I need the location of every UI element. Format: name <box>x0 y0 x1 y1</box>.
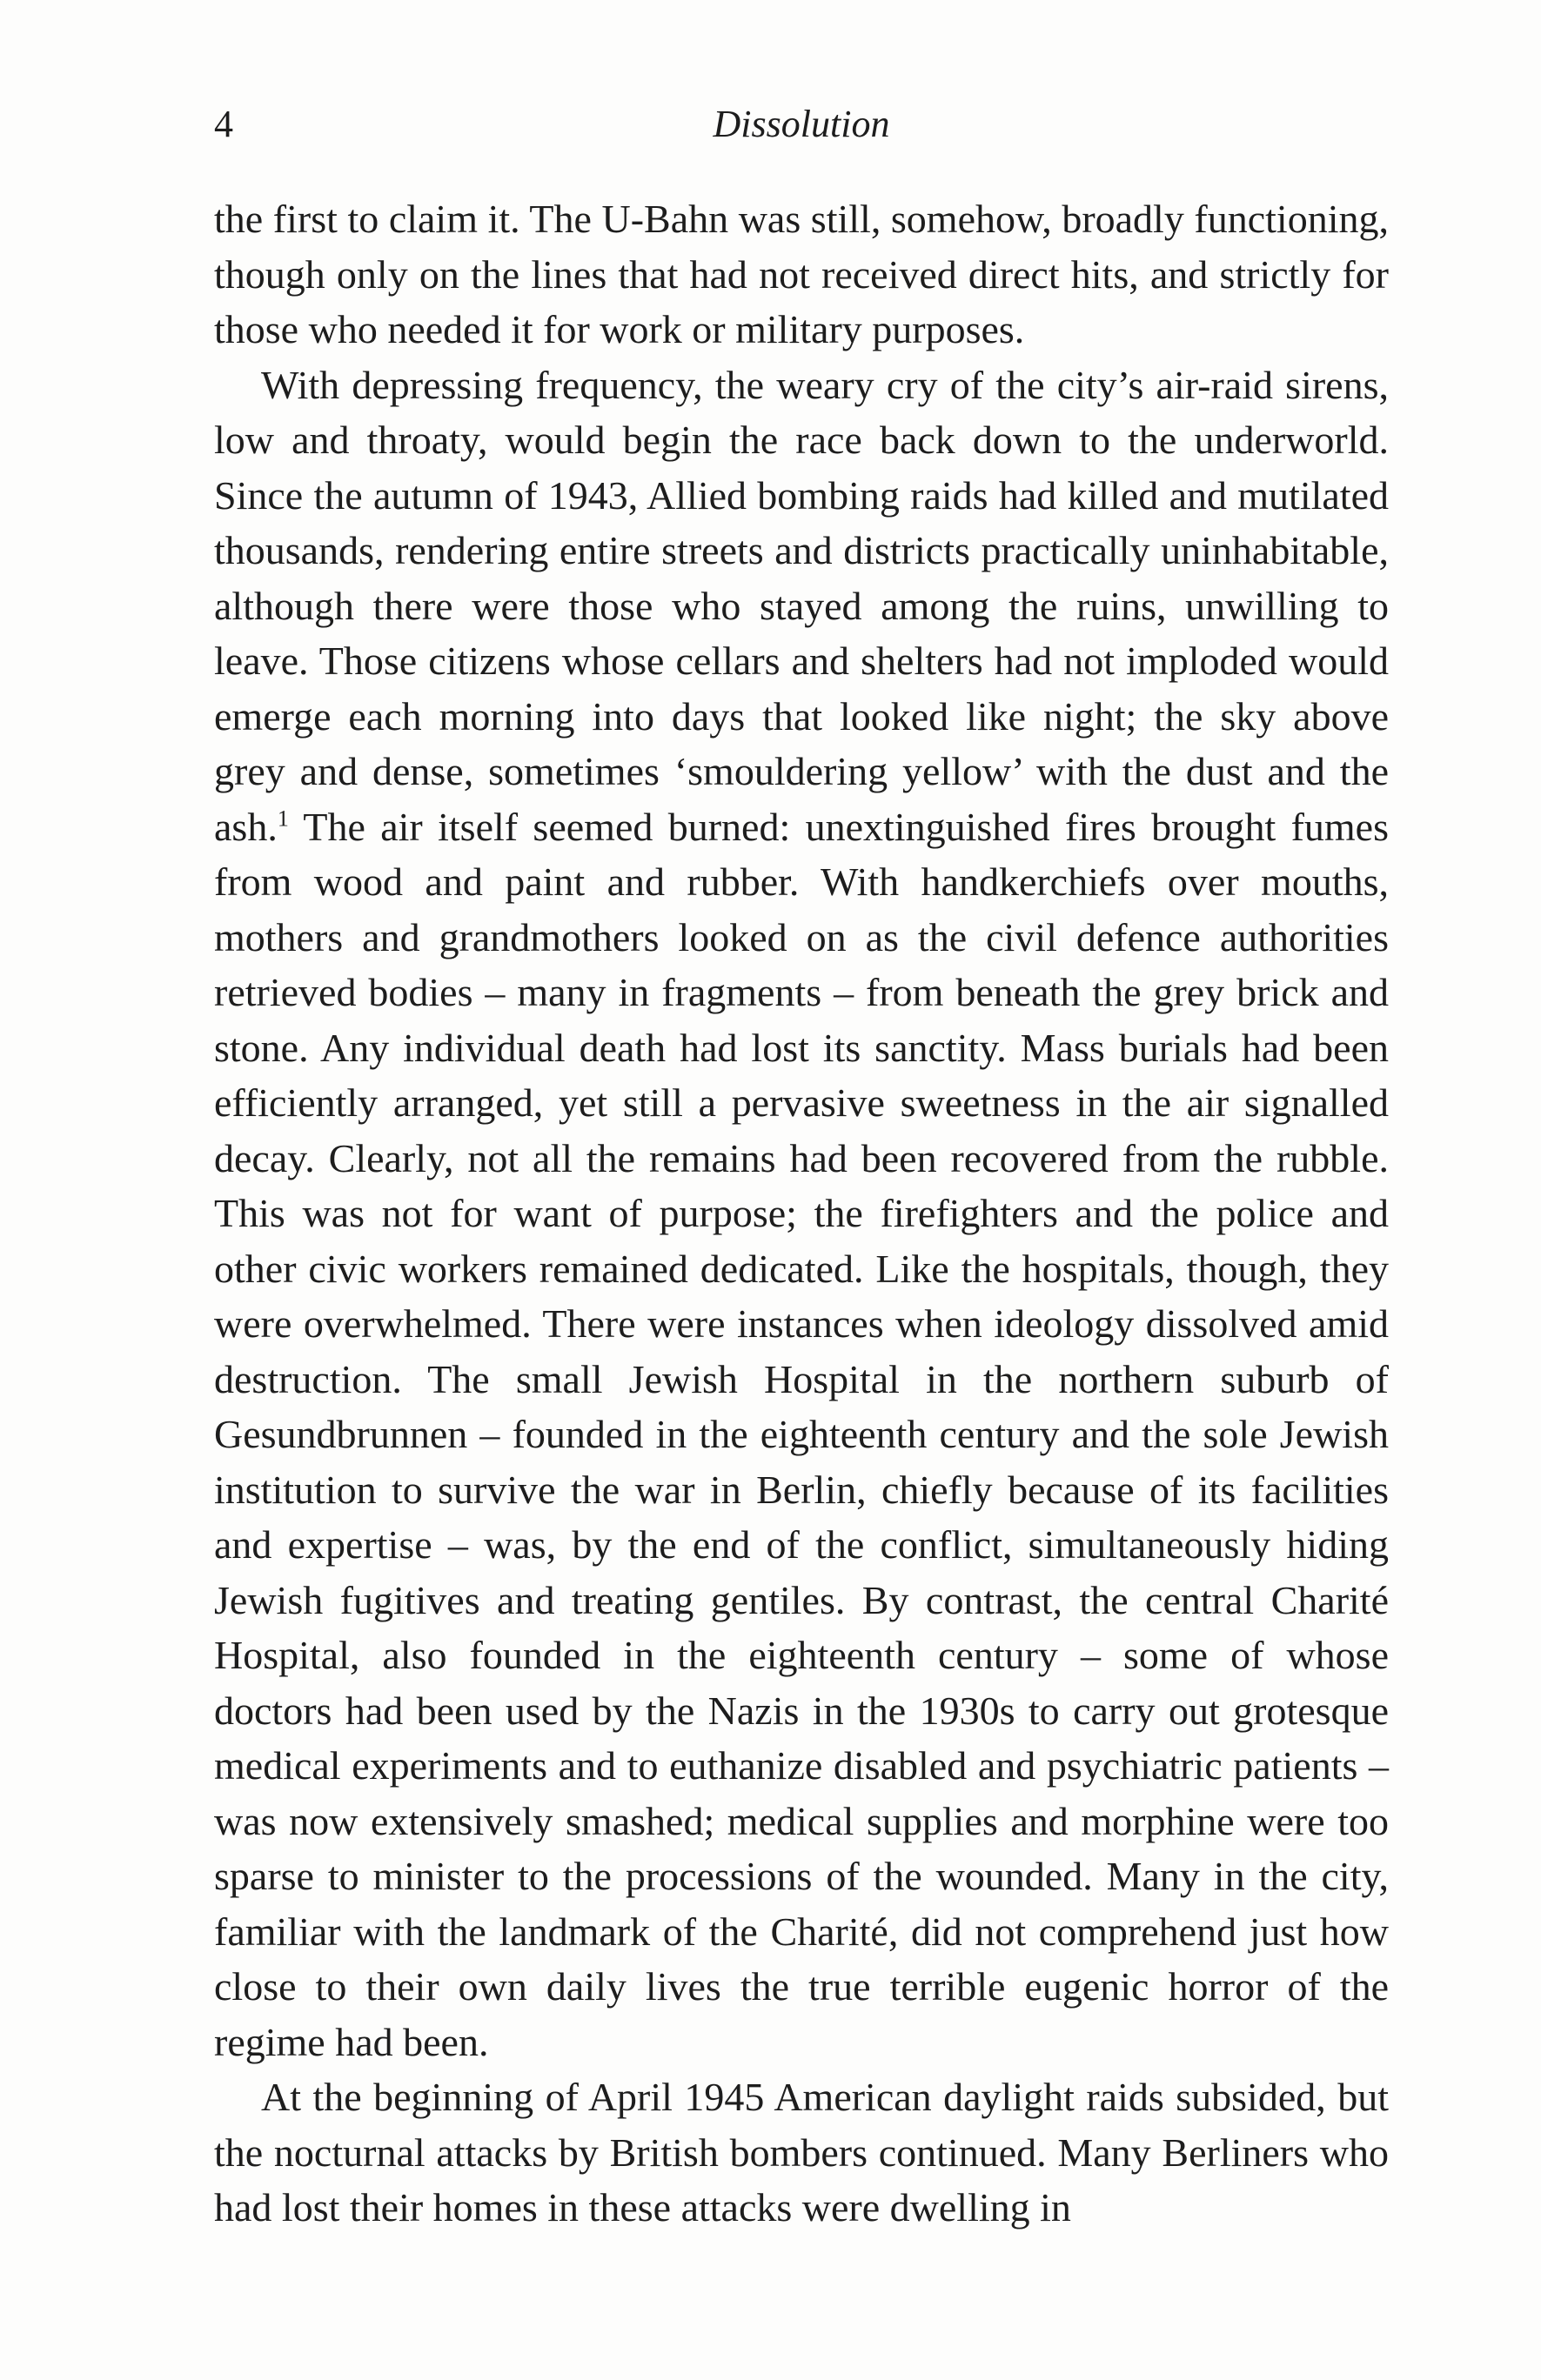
footnote-reference: 1 <box>277 806 289 832</box>
paragraph-2 <box>214 358 1389 2070</box>
paragraph-2-text-b: The air itself seemed burned: unextinguished fires brought fumes from wood and paint and rubber. With handkerchiefs over mouths, mothers and grandmothers looked on as the civil defence authorities retrieved bodies – many in fragments – from beneath the grey brick and stone. Any individual death had lost its sanctity. Mass burials had been efficiently arranged, yet still a pervasive sweetness in the air signalled decay. Clearly, not all the remains had been recovered from the rubble. This was not for want of purpose; the firefighters and the police and other civic workers remained dedicated. Like the hospitals, though, they were overwhelmed. There were instances when ideology dissolved amid destruction. The small Jewish Hospital in the northern suburb of Gesundbrunnen – founded in the eighteenth century and the sole Jewish institution to survive the war in Berlin, chiefly because of its facilities and expertise – was, by the end of the conflict, simultaneously hiding Jewish fugitives and treating gentiles. By contrast, the central Charité Hospital, also founded in the eighteenth century – some of whose doctors had been used by the Nazis in the 1930s to carry out grotesque medical experiments and to euthanize disabled and psychiatric patients – was now extensively smashed; medical supplies and morphine were too sparse to minister to the processions of the wounded. Many in the city, familiar with the landmark of the Charité, did not comprehend just how close to their own daily lives the true terrible eugenic horror of the regime had been. <box>214 804 1389 2064</box>
paragraph-3: At the beginning of April 1945 American daylight raids subsided, but the nocturnal attacks by British bombers continued. Many Berliners who had lost their homes in these attacks were dwelling in <box>214 2075 1389 2230</box>
body-text <box>214 191 1389 2236</box>
paragraph-2-text-a: With depressing frequency, the weary cry of the city’s air-raid sirens, low and throaty, would begin the race back down to the underworld. Since the autumn of 1943, Allied bombing raids had killed and mutilated thousands, rendering entire streets and districts practically uninhabitable, although there were those who stayed among the ruins, unwilling to leave. Those citizens whose cellars and shelters had not imploded would emerge each morning into days that looked like night; the sky above grey and dense, sometimes ‘smouldering yellow’ with the dust and the ash. <box>214 362 1389 849</box>
paragraph-1: the first to claim it. The U-Bahn was still, somehow, broadly functioning, though only on the lines that had not received direct hits, and strictly for those who needed it for work or military purposes. <box>214 197 1389 351</box>
running-title: Dissolution <box>713 103 890 145</box>
page-number: 4 <box>214 103 233 145</box>
running-head <box>214 94 1389 155</box>
